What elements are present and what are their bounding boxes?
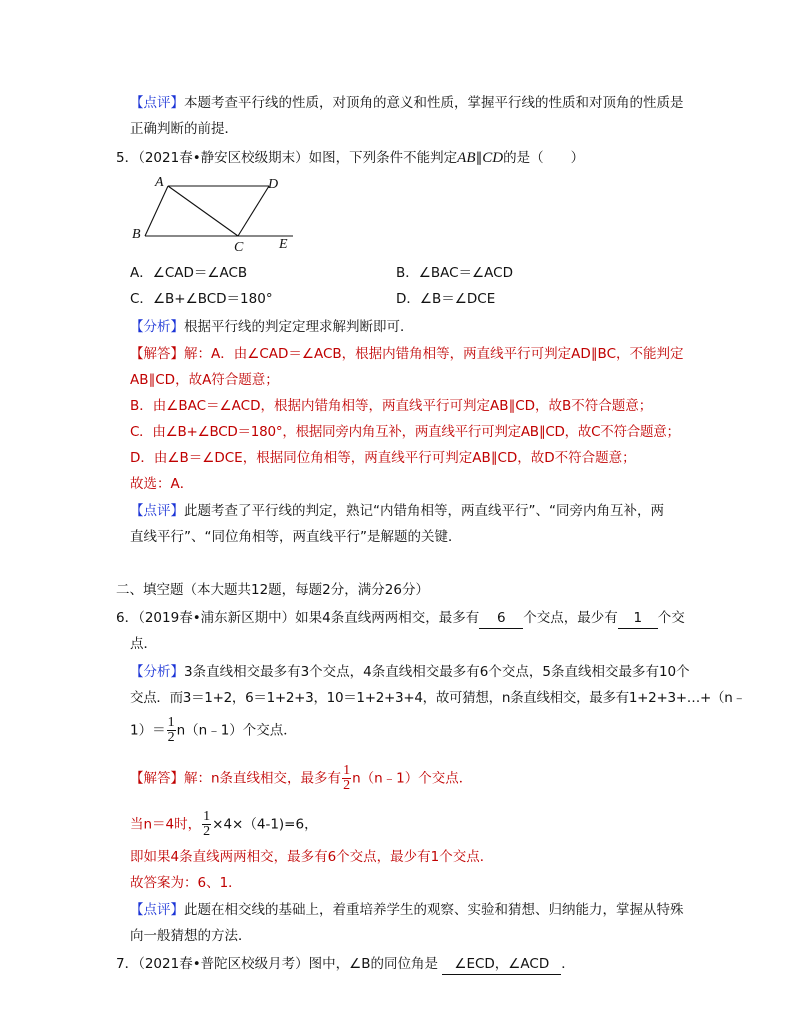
question-text: 如果4条直线两两相交，最多有 <box>295 610 480 626</box>
fraction-one-half: $\frac{1}{2}$ <box>203 809 211 839</box>
comment-tag: 【点评】 <box>130 503 184 519</box>
analysis-text: 3条直线相交最多有3个交点，4条直线相交最多有6个交点，5条直线相交最多有10个 <box>184 664 690 680</box>
comment-text: 此题考查了平行线的判定，熟记“内错角相等，两直线平行”、“同旁内角互补，两 <box>184 503 664 519</box>
segment-cd: CD <box>482 150 504 166</box>
comment-text: 此题在相交线的基础上，着重培养学生的观察、实验和猜想、归纳能力，掌握从特殊 <box>184 902 684 918</box>
answer-text: C．由∠B+∠BCD＝180°，根据同旁内角互补，两直线平行可判定AB∥CD，故C不符合题意； <box>130 424 680 440</box>
question-source: （2021春•普陀区校级月考） <box>138 956 309 972</box>
question-text: 的是（ ） <box>503 150 585 166</box>
option-text: ∠B+∠BCD＝180° <box>152 291 273 307</box>
question-number: 6． <box>116 610 139 626</box>
answer-text: B．由∠BAC＝∠ACD，根据内错角相等，两直线平行可判定AB∥CD，故B不符合题意； <box>130 398 653 414</box>
question-5-stem <box>116 148 584 168</box>
line-ab <box>145 186 168 236</box>
parallel-symbol: ∥ <box>475 150 483 166</box>
answer-line <box>130 396 652 416</box>
question-text: 图中，∠B的同位角是 <box>308 956 439 972</box>
answer-line <box>130 448 636 468</box>
analysis-line <box>130 662 690 682</box>
line-dc <box>238 186 269 236</box>
question-source: （2021春•静安区校级期末） <box>138 150 309 166</box>
option-c <box>130 289 273 309</box>
answer-text: D．由∠B＝∠DCE，根据同位角相等，两直线平行可判定AB∥CD，故D不符合题意； <box>130 450 636 466</box>
comment-text: 直线平行”、“同位角相等，两直线平行”是解题的关键． <box>130 529 462 545</box>
analysis-tag: 【分析】 <box>130 664 184 680</box>
option-b <box>396 263 513 283</box>
question-6-stem <box>116 608 685 629</box>
point-label-e: E <box>279 237 288 252</box>
comment-line <box>130 900 684 920</box>
question-number: 5． <box>116 150 139 166</box>
option-text: ∠CAD＝∠ACB <box>152 265 248 281</box>
answer-line <box>130 344 684 364</box>
segment-ab: AB <box>457 150 476 166</box>
answer-tag: 【解答】 <box>130 346 184 362</box>
point-label-d: D <box>268 177 279 192</box>
answer-text: 故选：A． <box>130 476 194 492</box>
answer-line <box>130 370 279 390</box>
question-6-stem-cont: 点． <box>130 636 157 652</box>
answer-line: 故答案为：6、1． <box>130 875 242 891</box>
answer-text: 解：A．由∠CAD＝∠ACB，根据内错角相等，两直线平行可判定AD∥BC，不能判定 <box>184 346 684 362</box>
point-label-b: B <box>132 227 141 242</box>
analysis-line <box>130 317 414 337</box>
question-text: 个交点，最少有 <box>523 610 618 626</box>
answer-tag: 【解答】 <box>130 770 184 787</box>
section-title: 二、填空题（本大题共12题，每题2分，满分26分） <box>116 582 429 598</box>
answer-blank-1: 6 <box>479 608 523 629</box>
answer-line <box>130 422 680 442</box>
comment-line <box>130 926 252 946</box>
comment-line <box>130 93 684 113</box>
analysis-text: 根据平行线的判定定理求解判断即可． <box>184 319 414 335</box>
comment-text: 向一般猜想的方法． <box>130 928 252 944</box>
comment-tag: 【点评】 <box>130 95 184 111</box>
comment-line <box>130 527 461 547</box>
question-text: 个交 <box>657 610 685 626</box>
question-number: 7． <box>116 956 139 972</box>
comment-line <box>130 501 664 521</box>
answer-line: 当n＝4时， $\frac{1}{2}$ ×4×（4-1)=6， <box>130 809 318 839</box>
comment-line <box>130 119 238 139</box>
analysis-line: 1）＝ $\frac{1}{2}$ n（n﹣1）个交点． <box>130 715 297 745</box>
answer-text: AB∥CD，故A符合题意； <box>130 372 279 388</box>
answer-line <box>130 474 193 494</box>
answer-blank: ∠ECD，∠ACD <box>442 954 561 975</box>
option-key: D． <box>396 291 420 307</box>
comment-tag: 【点评】 <box>130 902 184 918</box>
point-label-a: A <box>155 175 164 190</box>
question-7-stem <box>116 954 575 975</box>
option-text: ∠B＝∠DCE <box>419 291 496 307</box>
analysis-line <box>130 688 746 708</box>
parallelogram-figure <box>128 172 308 254</box>
option-key: C． <box>130 291 153 307</box>
fraction-one-half: $\frac{1}{2}$ <box>343 763 351 793</box>
comment-text: 本题考查平行线的性质，对顶角的意义和性质，掌握平行线的性质和对顶角的性质是 <box>184 95 684 111</box>
question-source: （2019春•浦东新区期中） <box>138 610 296 626</box>
answer-line: 【解答】解：n条直线相交，最多有 $\frac{1}{2}$ n（n﹣1）个交点． <box>130 763 473 793</box>
analysis-text: 交点．而3＝1+2，6＝1+2+3，10＝1+2+3+4，故可猜想，n条直线相交，最多有1+2+3+…+（n﹣ <box>130 690 746 706</box>
fraction-one-half: $\frac{1}{2}$ <box>167 715 175 745</box>
option-text: ∠BAC＝∠ACD <box>418 265 513 281</box>
question-text: 如图，下列条件不能判定 <box>308 150 458 166</box>
point-label-c: C <box>234 240 244 254</box>
option-a <box>130 263 247 283</box>
question-text: ． <box>561 956 575 972</box>
answer-blank-2: 1 <box>618 608 658 629</box>
line-ac <box>168 186 238 236</box>
option-key: A． <box>130 265 153 281</box>
analysis-tag: 【分析】 <box>130 319 184 335</box>
option-key: B． <box>396 265 419 281</box>
answer-line: 即如果4条直线两两相交，最多有6个交点，最少有1个交点． <box>130 849 494 865</box>
option-d <box>396 289 495 309</box>
comment-text: 正确判断的前提． <box>130 121 238 137</box>
